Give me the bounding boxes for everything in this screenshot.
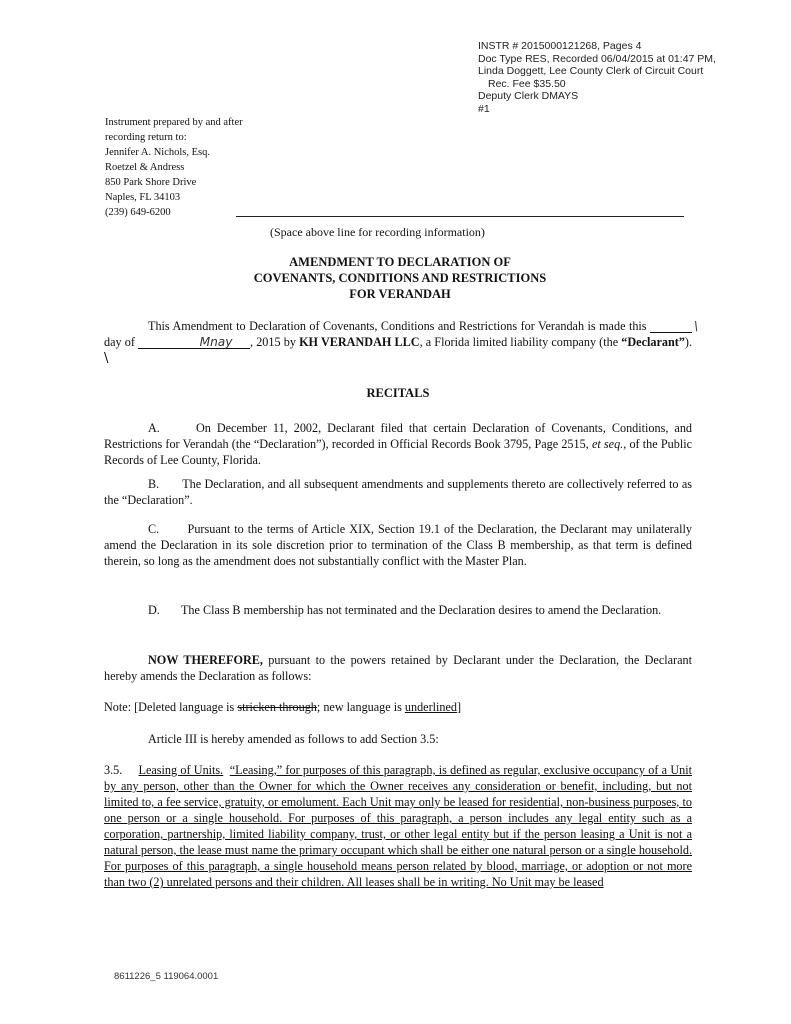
intro-this: this — [628, 319, 647, 333]
intro-text: , a Florida limited liability — [419, 335, 549, 349]
stamp-fee: Rec. Fee $35.50 — [488, 77, 566, 90]
recital-text: The Declaration, and all subsequent amendments and supplements thereto are collectively referred to as the “Declaration”. — [104, 477, 693, 507]
note-underlined: underlined — [404, 700, 458, 714]
title-line: AMENDMENT TO DECLARATION OF — [289, 255, 511, 269]
month-blank: Mnay — [138, 336, 250, 349]
note-text: Note: [Deleted language is — [104, 700, 238, 714]
space-note: (Space above line for recording information) — [270, 225, 485, 239]
et-seq: et seq. — [591, 437, 624, 451]
note-text: ; new language is — [316, 700, 405, 714]
intro-year: , 2015 by — [250, 335, 296, 349]
recital-c — [104, 521, 692, 569]
preparer-name: Jennifer A. Nichols, Esq. — [105, 147, 210, 158]
stamp-clerk: Linda Doggett, Lee County Clerk of Circuit Court — [478, 65, 704, 77]
note-text: ] — [457, 700, 462, 714]
preparer-block — [105, 115, 365, 220]
declarant-definition: “Declarant” — [621, 335, 685, 349]
document-title — [140, 254, 660, 302]
section-3-5 — [104, 762, 692, 890]
recital-a — [104, 420, 692, 468]
recital-label: D. — [148, 603, 160, 617]
preparer-firm: Roetzel & Andress — [105, 162, 185, 173]
stamp-deputy: Deputy Clerk DMAYS — [478, 90, 579, 102]
intro-text: This Amendment to Declaration of Covenants, Conditions and Restrictions for Verandah is made — [148, 319, 626, 333]
recital-d — [104, 602, 692, 618]
recital-b — [104, 476, 692, 508]
stamp-number: #1 — [478, 102, 490, 115]
recitals-heading: RECITALS — [366, 386, 430, 400]
declarant-name: KH VERANDAH LLC — [299, 335, 420, 349]
title-line: COVENANTS, CONDITIONS AND RESTRICTIONS — [253, 271, 547, 285]
recital-text: The Class B membership has not terminated and the Declaration desires to amend the Declaration. — [180, 603, 662, 617]
recording-stamp — [478, 40, 778, 115]
note-stricken: stricken through — [237, 700, 317, 714]
now-therefore-paragraph — [104, 652, 692, 684]
note-line — [104, 699, 692, 715]
section-body: “Leasing,” for purposes of this paragraph, is defined as regular, exclusive occupancy of a Unit by any person, other than the Owner for which the Owner receives any consideration or benefit, including, but not limited to, a fee service, gratuity, or emolument. Each Unit may only be leased for residential, non-business purposes, to one person or a single household. For purposes of this paragraph, a person includes any legal entity such as a corporation, partnership, limited liability company, trust, or other legal entity but if the person leasing a Unit is not a natural person, the lease must name the primary occupant which shall be either one natural person or a single household. For purposes of this paragraph, a single household means person related by blood, marriage, or adoption or not more than two (2) unrelated persons and their children. All leases shall be in writing. No Unit may be leased — [104, 763, 692, 889]
recital-label: B. — [148, 477, 160, 491]
handwritten-mark: \ — [104, 351, 109, 366]
preparer-line: recording return to: — [105, 132, 187, 143]
article-intro: Article III is hereby amended as follows to add Section 3.5: — [148, 732, 439, 746]
section-heading: Leasing of Units. — [138, 763, 224, 777]
stamp-doc-type: Doc Type RES, Recorded 06/04/2015 at 01:47 PM, — [478, 52, 716, 65]
recital-label: C. — [148, 522, 160, 536]
intro-text: company (the — [551, 335, 622, 349]
intro-day-of: day of — [104, 335, 135, 349]
title-line: FOR VERANDAH — [349, 287, 451, 301]
preparer-city: Naples, FL 34103 — [105, 192, 181, 203]
now-therefore-bold: NOW THEREFORE, — [148, 653, 263, 667]
intro-paragraph — [104, 318, 699, 367]
intro-text: ). — [684, 335, 693, 349]
stamp-instrument-number: INSTR # 2015000121268, Pages 4 — [478, 40, 642, 52]
preparer-phone: (239) 649-6200 — [105, 207, 171, 218]
now-therefore-text: pursuant to the powers retained by Declarant under the Declaration, the Declarant hereby amends the Declaration as follows: — [104, 653, 692, 683]
day-blank: \ — [650, 320, 692, 333]
recital-text: , of the Public Records of Lee County, Florida. — [104, 437, 693, 467]
recital-text: On December 11, 2002, Declarant filed that certain Declaration of Covenants, Conditions, and Restrictions for Verandah (the “Declaration”), recorded in Official Records Book 3795, Page 2515, — [104, 421, 693, 451]
recording-divider-line — [236, 216, 684, 217]
document-footer-id: 8611226_5 119064.0001 — [114, 971, 219, 982]
recital-label: A. — [148, 421, 160, 435]
section-number: 3.5. — [104, 763, 123, 777]
recital-text: Pursuant to the terms of Article XIX, Section 19.1 of the Declaration, the Declarant may unilaterally amend the Declaration in its sole discretion prior to termination of the Class B membership, as that term is defined therein, so long as the amendment does not substantially conflict with the Master Plan. — [104, 522, 692, 568]
preparer-address: 850 Park Shore Drive — [105, 177, 197, 188]
preparer-line: Instrument prepared by and after — [105, 117, 243, 128]
